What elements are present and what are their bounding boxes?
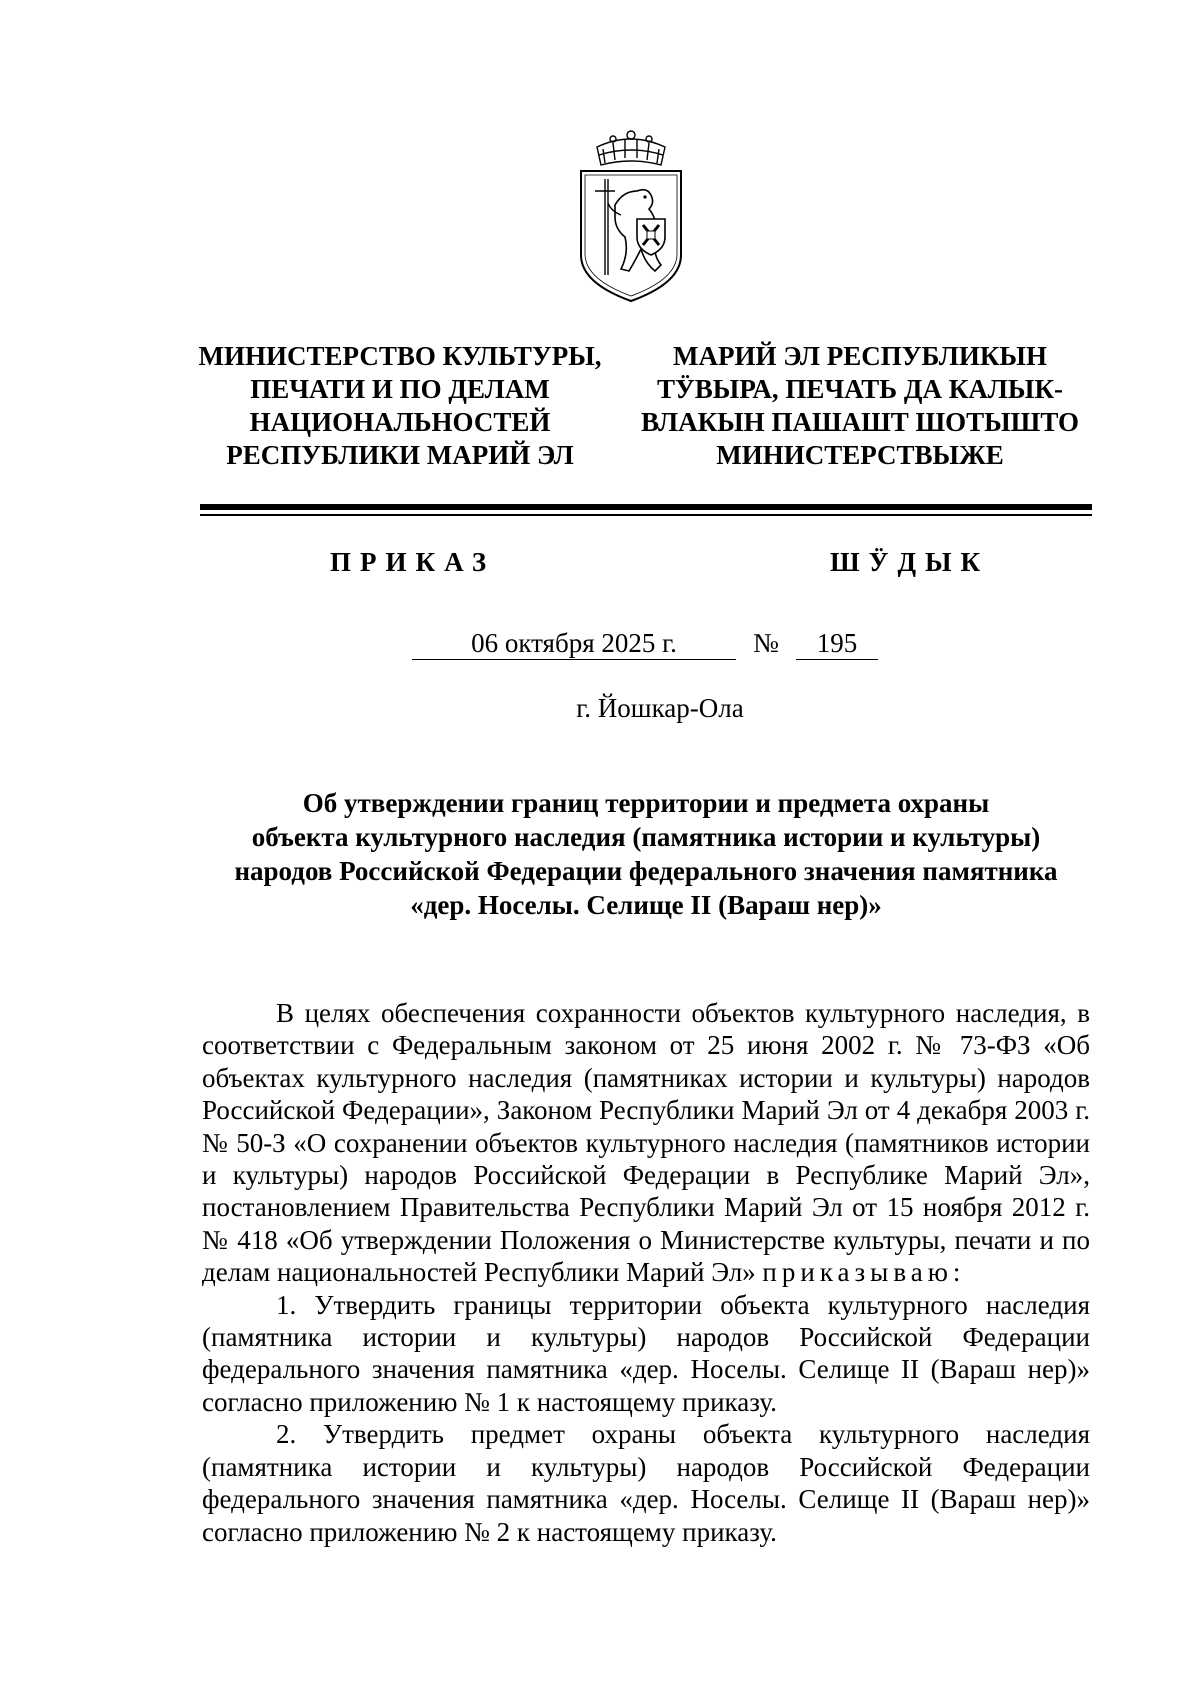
coat-of-arms-emblem [575,125,687,307]
decree-word: приказываю: [762,1257,966,1288]
header-divider-thin [200,514,1092,516]
city-name: г. Йошкар-Ола [576,693,744,723]
org-name-mari [630,340,1090,472]
subject-line-1: Об утверждении границ территории и предмета охраны [302,788,990,818]
org-mari-line-2: ТӰВЫРА, ПЕЧАТЬ ДА КАЛЫК- [656,374,1064,404]
org-mari-line-4: МИНИСТЕРСТВЫЖЕ [716,440,1004,470]
item-2-paragraph: 2. Утвердить предмет охраны объекта культурного наследия (памятника истории и культуры) народов Российской Федерации федерального значения памятника «дер. Носелы. Селище II (Вараш нер)» согласно приложению № 2 к настоящему приказу. [202,1419,1090,1547]
order-date: 06 октября 2025 г. [412,627,736,660]
org-ru-line-2: ПЕЧАТИ И ПО ДЕЛАМ [250,374,550,404]
org-ru-line-3: НАЦИОНАЛЬНОСТЕЙ [249,407,551,437]
org-mari-line-1: МАРИЙ ЭЛ РЕСПУБЛИКЫН [673,341,1047,371]
subject-line-4: «дер. Носелы. Селище II (Вараш нер)» [410,890,882,920]
org-ru-line-1: МИНИСТЕРСТВО КУЛЬТУРЫ, [198,341,602,371]
org-name-russian [180,340,620,472]
header-divider-thick [200,504,1092,510]
number-sign: № [753,628,779,658]
org-ru-line-4: РЕСПУБЛИКИ МАРИЙ ЭЛ [226,440,574,470]
preamble-text: В целях обеспечения сохранности объектов культурного наследия, в соответствии с Федеральным законом от 25 июня 2002 г. № 73-ФЗ «Об объектах культурного наследия (памятниках истории и культуры) народов Российской Федерации», Законом Республики Марий Эл от 4 декабря 2003 г. № 50-З «О сохранении объектов культурного наследия (памятников истории и культуры) народов Российской Федерации в Республике Марий Эл», постановлением Правительства Республики Марий Эл от 15 ноября 2012 г. № 418 «Об утверждении Положения о Министерстве культуры, печати и по делам национальностей Республики Марий Эл» [202,998,1090,1288]
order-title-mari: ШӰДЫК [830,547,990,577]
subject-line-2: объекта культурного наследия (памятника истории и культуры) [251,822,1041,852]
order-body [202,997,1090,1548]
order-title-russian: ПРИКАЗ [330,547,496,577]
item-1-paragraph: 1. Утвердить границы территории объекта культурного наследия (памятника истории и культуры) народов Российской Федерации федерального значения памятника «дер. Носелы. Селище II (Вараш нер)» согласно приложению № 1 к настоящему приказу. [202,1289,1090,1417]
order-number: 195 [796,627,878,660]
org-mari-line-3: ВЛАКЫН ПАШАШТ ШОТЫШТО [641,407,1079,437]
order-subject [200,786,1092,922]
preamble-paragraph [202,997,1090,1289]
subject-line-3: народов Российской Федерации федерального значения памятника [234,856,1058,886]
